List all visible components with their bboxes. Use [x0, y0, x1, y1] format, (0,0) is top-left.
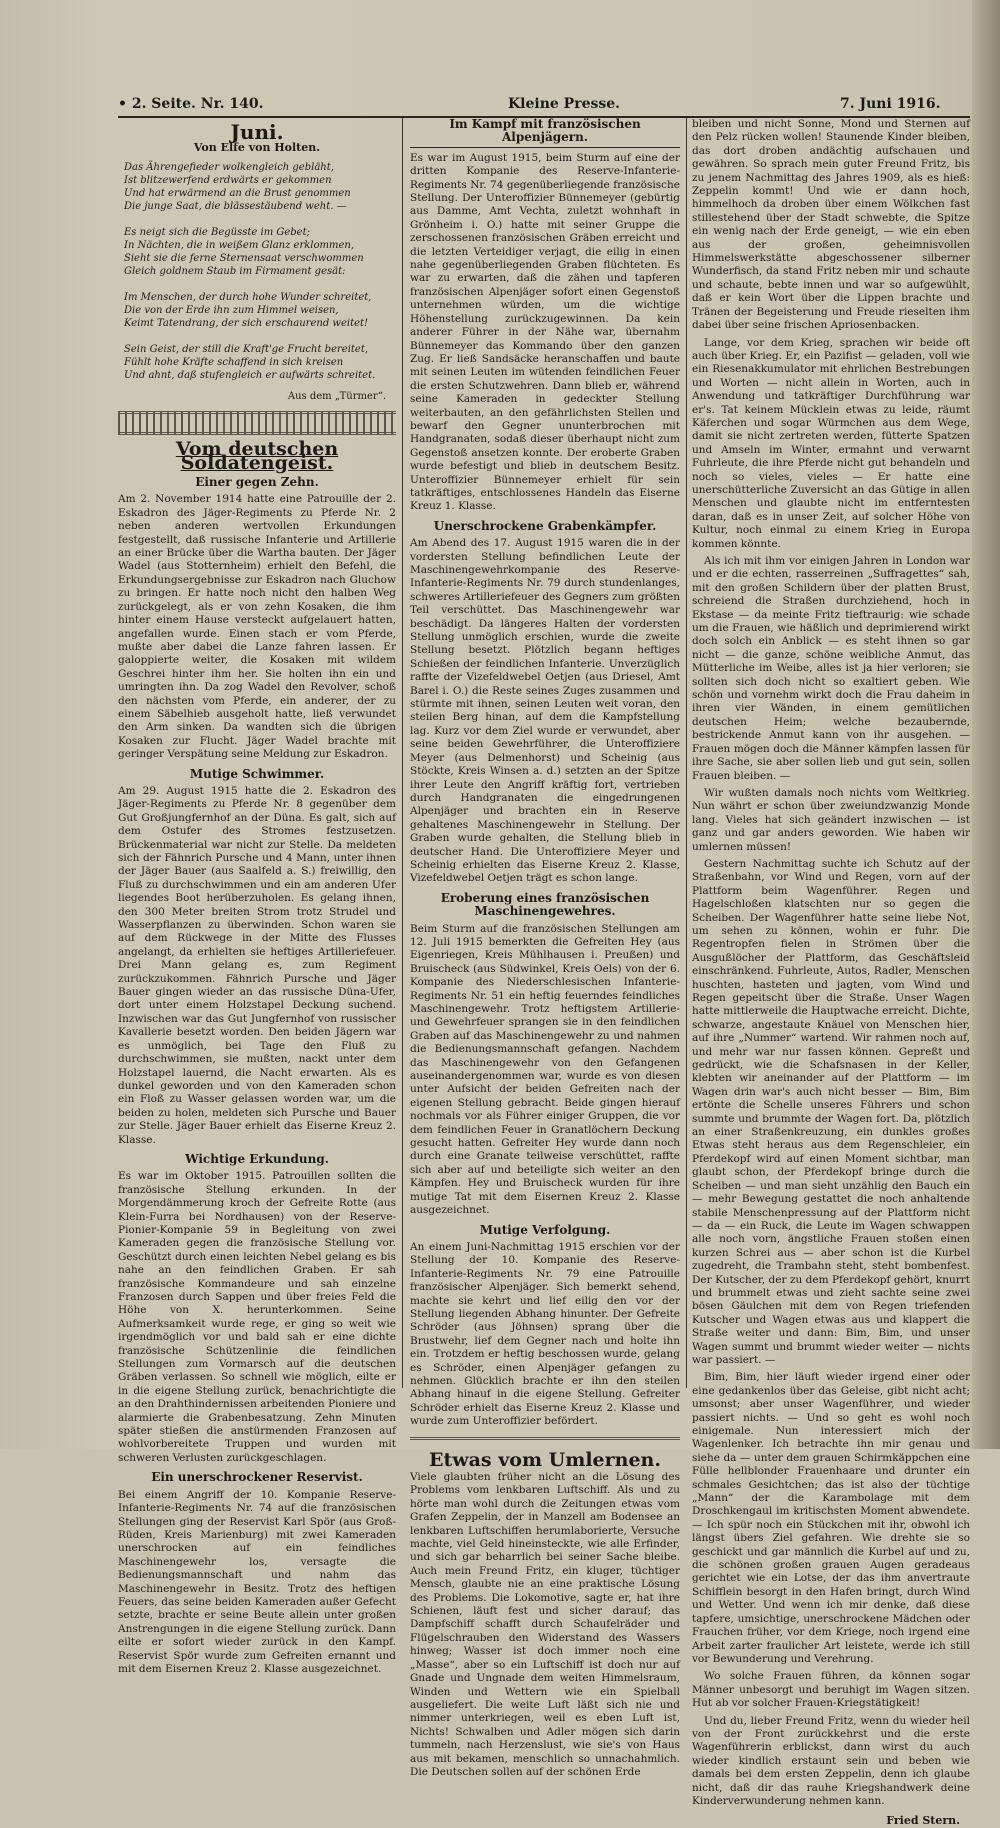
poem-line: Es neigt sich die Begüsste im Gebet; — [124, 226, 310, 238]
article-title: Unerschrockene Grabenkämpfer. — [433, 518, 657, 533]
paragraph: Lange, vor dem Krieg, sprachen wir beide oft auch über Krieg. Er, ein Pazifist — geladen, voll wie ein Riesenakkumulator mit ehrlichen Bestrebungen und Worten — nicht allein in Worten, auch in Anwendung und tatkräftiger Durchführung war er's. Tat keinem Mücklein etwas zu leide, räumt Käferchen und sogar Würmchen aus dem Wege, damit sie nicht zertreten werden, fütterte Spatzen und Amseln im Winter, ermahnt und verwarnt Fuhrleute, die ihre Pferde nicht gut behandeln und noch so vieles, vieles — Er hatte eine unerschütterliche Zuversicht an das Gütige in allen Menschen und glaubte nicht im entferntesten daran, daß es in unser Zeit, auf solcher Höhe von Kultur, noch einmal zu einem Krieg in Europa kommen könnte. — [692, 336, 970, 550]
poem-line — [124, 278, 396, 291]
page-header — [118, 96, 970, 116]
poem-author: Von Elfe von Holten. — [193, 141, 321, 155]
paragraph: bleiben und nicht Sonne, Mond und Sternen auf den Pelz rücken wollen! Staunende Kinder bleiben, das dort droben andächtig aufschauen und gewähren. So sprach mein guter Freund Fritz, bis zu jenem Nachmittag des Jahres 1909, als es hieß: Zeppelin kommt! Und wie er dann hoch, himmelhoch da droben über einem Wölkchen fast stillestehend über der Stadt schwebte, die Spitze ein wenig nach der Erde geneigt, — wie ein eben aus der großen, geheimnisvollen Himmelswerkstätte abgeschossener silberner Wunderfisch, da stand Fritz neben mir und schaute und schaute, bebte innen und war so aufgewühlt, daß er kein Wort über die Lippen brachte und Tränen der Begeisterung und Freude rieselten ihm dabei über seine frischen Apriosenbacken. — [692, 118, 970, 332]
poem-line: Die junge Saat, die blässestäubend weht. — — [124, 200, 347, 212]
article-text: Am Abend des 17. August 1915 waren die in der vordersten Stellung befindlichen Leute der Maschinengewehrkompanie des Reserve-Infanterie-Regiments Nr. 79 durch stundenlanges, schweres Artilleriefeuer des Gegners zum größten Teil verschüttet. Das Maschinengewehr war beschädigt. Da längeres Halten der vordersten Stellung unmöglich erschien, wurde die zweite Stellung besetzt. Plötzlich begann heftiges Schießen der feindlichen Infanterie. Unverzüglich raffte der Vizefeldwebel Oetjen (aus Driesel, Amt Barel i. O.) die Reste seines Zuges zusammen und stürmte mit ihnen, seinen Leuten weit voran, den steilen Berg hinan, auf dem die Kampfstellung lag. Kurz vor dem Ziel wurde er verwundet, aber seine beiden Gewehrführer, die Unteroffiziere Meyer (aus Delmenhorst) und Scheinig (aus Stöckte, Kreis Winsen a. d.) setzten an der Spitze ihrer Leute den Angriff kräftig fort, vertrieben durch Handgranaten die eingedrungenen Alpenjäger und brachten ein in Reserve gehaltenes Maschinengewehr in Stellung. Der Graben wurde gehalten, die Stellung blieb in deutscher Hand. Die Unteroffiziere Meyer und Scheinig erhielten das Eiserne Kreuz 2. Klasse, Vizefeldwebel Oetjen trägt es schon lange. — [410, 537, 680, 885]
poem-line: Ist blitzewerfend erdwärts er gekommen — [124, 174, 332, 186]
poem-line: Fühlt hohe Kräfte schaffend in sich kreisen — [124, 356, 344, 368]
author-signature: Fried Stern. — [886, 1814, 960, 1828]
ornamental-divider — [118, 411, 396, 435]
section-title: Vom deutschen Soldatengeist. — [175, 438, 339, 474]
paragraph: Wir wußten damals noch nichts vom Weltkrieg. Nun währt er schon über zweiundzwanzig Monde lang. Vieles hat sich geändert inzwischen — ist ganz und gar anders geworden. Wie haben wir umlernen müssen! — [692, 786, 970, 853]
paragraph: Und du, lieber Freund Fritz, wenn du wieder heil von der Front zurückkehrst und die erste Wagenführerin erblickst, dann wirst du auch wieder kindlich erstaunt sein und beben wie damals bei dem ersten Zeppelin, denn ich glaube nicht, daß dir das rauhe Kriegshandwerk deine Kinderverwunderung nehmen kann. — [692, 1714, 970, 1807]
poem-line: Sieht sie die ferne Sternensaat verschwommen — [124, 252, 364, 264]
article-text: An einem Juni-Nachmittag 1915 erschien vor der Stellung der 10. Kompanie des Reserve-Infanterie-Regiments Nr. 79 eine Patrouille französischer Alpenjäger. Sich bemerkt sehend, machte sie kehrt und lief eilig den vor der Stellung liegenden Abhang hinunter. Der Gefreite Schröder (aus Jöhnsen) sprang über die Brustwehr, lief dem Gegner nach und holte ihn ein. Trotzdem er heftig beschossen wurde, gelang es Schröder, einen Alpenjäger gefangen zu nehmen. Glücklich brachte er ihn den steilen Abhang hinauf in die eigene Stellung. Gefreiter Schröder erhielt das Eiserne Kreuz 2. Klasse und wurde zum Unteroffizier befördert. — [410, 1240, 680, 1428]
header-date: 7. Juni 1916. — [840, 96, 941, 112]
poem-line: Und ahnt, daß stufengleich er aufwärts schreitet. — [124, 369, 376, 381]
feuilleton-text: Viele glaubten früher nicht an die Lösung des Problems vom lenkbaren Luftschiff. Als und zu hörte man wohl durch die Zeitungen etwas vom Grafen Zeppelin, der in Manzell am Bodensee an lenkbaren Luftschiffen herumlaborierte, Versuche machte, viel Geld hineinsteckte, wie alle Erfinder, und sich gar beharrlich bei seiner Sache bleibe. Auch mein Freund Fritz, ein kluger, tüchtiger Mensch, glaubte nie an eine praktische Lösung des Problems. Die Lokomotive, sagte er, hat ihre Schienen, läuft fest und sicher darauf; das Dampfschiff schafft durch Schaufelräder und Flügelschrauben den Widerstand des Wassers hinweg; Wasser ist doch immer noch eine „Masse“, aber so ein Luftschiff ist doch nur auf Gnade und Ungnade dem weiten Himmelsraum, Winden und Wettern wie ein Spielball ausgeliefert. Die weite Luft läßt sich nie und nimmer unterkriegen, weil es eben Luft ist, Nichts! Schwalben und Adler mögen sich darin tummeln, nach Herzenslust, wie sie's von Haus aus mit bekamen, menschlich so unnachahmlich. Die Deutschen sollen auf der schönen Erde — [410, 1471, 680, 1778]
poem-line: In Nächten, die in weißem Glanz erklommen, — [124, 239, 355, 251]
column-1 — [118, 120, 396, 1675]
column-divider-1 — [402, 118, 403, 1388]
article-text: Es war im Oktober 1915. Patrouillen sollten die französische Stellung erkunden. In der Morgendämmerung kroch der Gefreite Rotte (aus Klein-Furra bei Nordhausen) von der Reserve-Pionier-Kompanie 59 in Begleitung von zwei Kameraden gegen die französische Stellung vor. Geschützt durch einen leichten Nebel gelang es bis nahe an den feindlichen Graben. Er sah französische Kommandeure und sah einzelne Franzosen durch Sappen und über freies Feld die Höhe von X. herunterkommen. Seine Aufmerksamkeit wurde rege, er ging so weit wie irgendmöglich vor und bald sah er eine dichte französische Schützenlinie die feindlichen Stellungen zum Vormarsch auf die deutschen Gräben verlassen. So schnell wie möglich, eilte er in die eigene Stellung zurück, benachrichtigte die an den Drahthindernissen arbeitenden Pioniere und alarmierte die Grabenbesatzung. Zehn Minuten später stießen die anstürmenden Franzosen auf wohlvorbereitete Truppen und wurden mit schweren Verlusten zurückgeschlagen. — [118, 1170, 396, 1464]
article-title: Ein unerschrockener Reservist. — [151, 1470, 363, 1485]
poem — [124, 161, 396, 382]
paragraph: Gestern Nachmittag suchte ich Schutz auf der Straßenbahn, vor Wind und Regen, vorn auf der Plattform beim Wagenführer. Regen und Hagelschloßen klatschten nur so gegen die Scheiben. Der Wagenführer hatte seine liebe Not, um sehen zu können, wohin er fuhr. Die Regentropfen fielen in Strömen über die Ausgußlöcher der Plattform, das Geschäftsleid einschränkend. Fuhrleute, Autos, Radler, Menschen huschten, hasteten und jagten, vom Wind und Regen gepeitscht über die Straße. Unser Wagen hatte mittlerweile die Hauptwache erreicht. Dichte, schwarze, angestaute Knäuel von Menschen hier, auf ihre „Nummer“ wartend. Wir rahmen noch auf, und mehr war nur fassen können. Gepreßt und gedrückt, wie die Schafsnasen in der Keller, klebten wir aneinander auf der Plattform — im Wagen drin war's auch nicht besser — Bim, Bim ertönte die Schelle unseres Führers und schon summte und brummte der Wagen fort. Da, plötzlich an einer Straßenkreuzung, ein dunkles großes Etwas steht heraus aus dem Regenschleier, ein Pferdekopf wird auf einen Moment sichtbar, man glaubt schon, der Pferdekopf bringe durch die Scheiben — und man sieht unzählig den Bauch ein — mehr Bewegung gestattet die noch anhaltende stabile Menschenpressung auf der Plattform nicht — da — ein Ruck, die Leute im Wagen schwappen alle noch vorn, ängstliche Frauen stoßen einen kurzen Schrei aus — aber schon ist die Kurbel zugedreht, die Trambahn steht, steht bombenfest. Der Kutscher, der zu dem Pferdekopf gehört, knurrt und brummelt etwas und zieht sachte seine zwei bösen Gäulchen mit dem von Regen triefenden Kutscher und Wagen etwas aus und klappert die Straße weiter und dann: Bim, Bim, und unser Wagen summt und brummt wieder weiter — nichts war passiert. — — [692, 857, 970, 1366]
feuilleton-title: Etwas vom Umlernen. — [429, 1448, 661, 1471]
poem-line: Sein Geist, der still die Kraft'ge Frucht bereitet, — [124, 343, 369, 355]
article-title: Mutige Verfolgung. — [479, 1222, 611, 1237]
article-title: Im Kampf mit französischen Alpenjägern. — [410, 118, 680, 148]
article-title: Wichtige Erkundung. — [185, 1151, 329, 1166]
article-text: Es war im August 1915, beim Sturm auf eine der dritten Kompanie des Reserve-Infanterie-Regiments Nr. 74 gegenüberliegende französische Stellung. Der Unteroffizier Bünnemeyer (gebürtig aus Damme, Amt Vechta, zuletzt wohnhaft in Grönheim i. O.) hatte mit seiner Gruppe die zerschossenen französischen Gräben erreicht und die letzten Verteidiger verjagt, die eilig in einen nahe gegenüberliegenden Graben flüchteten. Es war zu erwarten, daß die zähen und tapferen französischen Alpenjäger sofort einen Gegenstoß unternehmen würden, um die wichtige Höhenstellung zurückzugewinnen. Da kein anderer Führer in der Nähe war, übernahm Bünnemeyer das Kommando über den ganzen Zug. Er ließ Sandsäcke heranschaffen und baute mit seinen Leuten im wütenden feindlichen Feuer die ersten Schutzwehren. Dann blieb er, während seine Kameraden in gedeckter Stellung weiterbauten, an den gefährlichsten Stellen und bewarf den Gegner ununterbrochen mit Handgranaten, sodaß dieser überhaupt nicht zum Gegenstoß ansetzen konnte. Der eroberte Graben wurde befestigt und blieb in deutschem Besitz. Unteroffizier Bünnemeyer erhielt für sein tatkräftiges, entschlossenes Handeln das Eiserne Kreuz 1. Klasse. — [410, 151, 680, 513]
feuilleton-divider — [410, 1437, 680, 1446]
article-text: Am 2. November 1914 hatte eine Patrouille der 2. Eskadron des Jäger-Regiments zu Pferde Nr. 2 neben anderen wertvollen Erkundungen festgestellt, daß russische Infanterie und Artillerie an einer Brücke über die Wartha bauten. Der Jäger Wadel (aus Stotternheim) erhielt den Befehl, die Erkundungsergebnisse zur Eskadron nach Gluchow zu bringen. Er hatte noch nicht den halben Weg zurückgelegt, als er von zehn Kosaken, die ihm hinter einem Hause versteckt aufgelauert hatten, angefallen wurde. Einen stach er vom Pferde, mußte aber dabei die Lanze fahren lassen. Er galoppierte weiter, die Kosaken mit wildem Geschrei hinter ihm her. Sie holten ihn ein und umringten ihn. Da zog Wadel den Revolver, schoß den nächsten vom Pferde, ein anderer, der zu einem Säbelhieb ausgeholt hatte, ließ verwundet den Arm sinken. Da wandten sich die übrigen Kosaken zur Flucht. Jäger Wadel brachte mit geringer Verspätung seine Meldung zur Eskadron. — [118, 493, 396, 761]
column-2 — [410, 117, 680, 1778]
article-title: Einer gegen Zehn. — [195, 475, 319, 490]
poem-line: Die von der Erde ihn zum Himmel weisen, — [124, 304, 339, 316]
feuilleton-continuation — [692, 118, 970, 1808]
article-text: Bei einem Angriff der 10. Kompanie Reserve-Infanterie-Regiments Nr. 74 auf die französischen Stellungen ging der Reservist Karl Spör (aus Groß-Rüden, Kreis Marienburg) mit zwei Kameraden unerschrocken auf ein feindliches Maschinengewehr los, versagte die Bedienungsmannschaft und nahm das Maschinengewehr in Besitz. Trotz des heftigen Feuers, das seine beiden Kameraden außer Gefecht setzte, brachte er seine Beute allein unter großen Anstrengungen in die eigene Stellung zurück. Dann eilte er sofort wieder zurück in den Kampf. Reservist Spör wurde zum Gefreiten ernannt und mit dem Eisernen Kreuz 2. Klasse ausgezeichnet. — [118, 1488, 396, 1675]
poem-title: Juni. — [230, 120, 284, 144]
article-text: Beim Sturm auf die französischen Stellungen am 12. Juli 1915 bemerkten die Gefreiten Hey (aus Eigenriegen, Kreis Mühlhausen i. Preußen) und Bruischeck (aus Südwinkel, Kreis Oels) von der 6. Kompanie des Niederschlesischen Infanterie-Regiments Nr. 51 ein heftig feuerndes feindliches Maschinengewehr. Trotz heftigstem Artillerie- und Gewehrfeuer sprangen sie in den feindlichen Graben auf das Maschinengewehr zu und nahmen die Bedienungsmannschaft gefangen. Nachdem das Maschinengewehr von den Gefangenen auseinandergenommen war, wurde es von diesen unter Aufsicht der beiden Gefreiten nach der eigenen Stellung gebracht. Beide gingen hierauf nochmals vor als Führer einiger Gruppen, die vor dem feindlichen Feuer in Granatlöchern Deckung gesucht hatten. Gefreiter Hey wurde dann noch durch eine Granate teilweise verschüttet, raffte sich aber auf und beteiligte sich weiter an den Kämpfen. Hey und Bruischeck wurden für ihre mutige Tat mit dem Eisernen Kreuz 2. Klasse ausgezeichnet. — [410, 922, 680, 1217]
poem-line — [124, 213, 396, 226]
paragraph: Als ich mit ihm vor einigen Jahren in London war und er die echten, rasserreinen „Suffragettes“ sah, mit den großen Schildern über der platten Brust, schreiend die Straßen durchziehend, hoch in Ekstase — da meinte Fritz tieftraurig: wie schade um die Frauen, wie häßlich und deprimierend wirkt doch solch ein Anblick — es steht ihnen so gar nicht — die ganze, schöne weibliche Anmut, das Mütterliche im Weibe, alles ist ja hier verloren; sie sollten sich doch nicht so exaltiert geben. Wie schön und vornehm wirkt doch die Frau daheim in ihren vier Wänden, in einem gemütlichen deutschen Heim; welche bezaubernde, bestrickende Anmut kann von ihr ausgehen. — Frauen mögen doch die Männer kämpfen lassen für ihre Sache, sie aber sollen lieb und gut sein, sollen Frauen bleiben. — — [692, 555, 970, 782]
poem-line: Keimt Tatendrang, der sich erschaurend weitet! — [124, 317, 369, 329]
poem-line: Im Menschen, der durch hohe Wunder schreitet, — [124, 291, 372, 303]
poem-line: Gleich goldnem Staub im Firmament gesät: — [124, 265, 346, 277]
poem-line — [124, 330, 396, 343]
article-title: Mutige Schwimmer. — [189, 766, 325, 781]
column-3 — [692, 118, 970, 1828]
poem-source: Aus dem „Türmer“. — [287, 390, 386, 402]
poem-line: Und hat erwärmend an die Brust genommen — [124, 187, 351, 199]
page-edge — [972, 0, 1000, 1449]
column-divider-2 — [686, 118, 687, 1388]
paragraph: Bim, Bim, hier läuft wieder irgend einer oder eine gedankenlos über das Geleise, gibt nicht acht; umsonst; aber unser Wagenführer, und wieder passiert nichts. — Und so geht es wohl noch einigemale. Nun interessiert mich der Wagenlenker. Ich betrachte ihn mir genau und siehe da — unter dem grauen Schirmkäppchen eine Fülle hellblonder Frauenhaare und drunter ein schmales Gesichtchen; das ist also der tüchtige „Mann“ der die Karambolage mit dem Droschkengaul im kritischsten Moment abwendete. — Ich spür noch ein Stückchen mit ihr, obwohl ich längst übers Ziel gefahren. Wie drehte sie so geschickt und gar männlich die Kurbel auf und zu, die schönen großen grauen Augen geradeaus gerichtet wie ein Lotse, der das ihm anvertraute Schifflein besorgt in den Hafen bringt, durch Wind und Wetter. Und wenn ich mir denke, daß diese tapfere, umsichtige, unerschrockene Mädchen oder Frauchen früher, vor dem Kriege, noch irgend eine Arbeit zarter fraulicher Art leistete, werde ich still vor Bewunderung und Verehrung. — [692, 1371, 970, 1665]
paragraph: Wo solche Frauen führen, da können sogar Männer unbesorgt und beruhigt im Wagen sitzen. Hut ab vor solcher Frauen-Kriegstätigkeit! — [692, 1670, 970, 1710]
poem-line: Das Ährengefieder wolkengleich gebläht, — [124, 161, 334, 173]
header-newspaper-name: Kleine Presse. — [508, 96, 621, 112]
article-title: Eroberung eines französischen Maschinengewehres. — [440, 890, 650, 919]
article-text: Am 29. August 1915 hatte die 2. Eskadron des Jäger-Regiments zu Pferde Nr. 8 gegenüber dem Gut Großjungfernhof an der Düna. Es galt, sich auf dem Ostufer des Stromes festzusetzen. Brückenmaterial war nicht zur Stelle. Da meldeten sich der Fähnrich Pursche und 4 Mann, unter ihnen der Jäger Bauer (aus Saalfeld a. S.) freiwillig, den Fluß zu durchschwimmen und ein am anderen Ufer liegendes Boot herüberzuholen. Es gelang ihnen, den 300 Meter breiten Strom trotz Strudel und Wasserpflanzen zu überwinden. Schon waren sie auf dem Rückwege in der Mitte des Flusses angelangt, da erhielten sie heftiges Artilleriefeuer. Drei Mann gelang es, zum Regiment zurückzukommen. Fähnrich Pursche und Jäger Bauer gingen wieder an das russische Düna-Ufer, dort unter einem Holzstapel Deckung suchend. Inzwischen war das Gut Jungfernhof von russischer Kavallerie besetzt worden. Den beiden Jägern war es unmöglich, bei Tage den Fluß zu durchschwimmen, sie mußten, nackt unter dem Holzstapel lauernd, die Nacht erwarten. Als es dunkel geworden und von den Kameraden schon ein Floß zu Wasser gelassen worden war, um die beiden zu holen, meldeten sich Pursche und Bauer zur Stelle. Jäger Bauer erhielt das Eiserne Kreuz 2. Klasse. — [118, 784, 396, 1146]
header-page-number: • 2. Seite. Nr. 140. — [118, 96, 264, 112]
